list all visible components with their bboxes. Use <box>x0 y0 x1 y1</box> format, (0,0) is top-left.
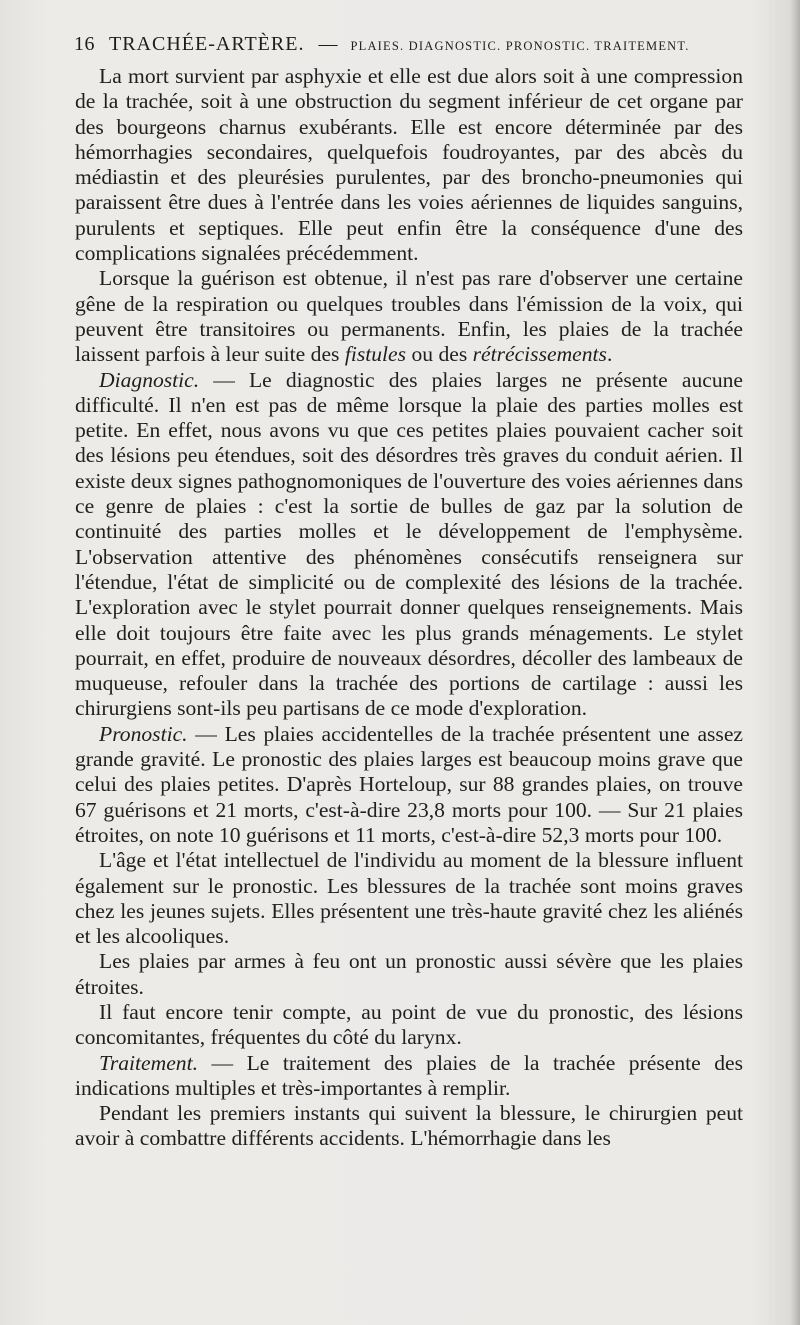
section-heading-pronostic: Pronostic. <box>99 721 188 746</box>
paragraph-healing-text-c: . <box>606 342 613 367</box>
page-edge-shadow <box>790 0 800 1325</box>
paragraph-mortality: La mort survient par asphyxie et elle est due alors soit à une compression de la trachée, soit à une obstruction du segment inférieur de cet organe par des bourgeons charnus exubérants. Elle est encore déterminée par des hémorrhagies secondaires, quelquefois foudroyantes, par des abcès du médiastin et des pleurésies purulentes, par des broncho-pneumonies qui paraissent être dues à l'entrée dans les voies aériennes de liquides sanguins, purulents et septiques. Elle peut enfin être la conséquence d'une des complications signalées précédemment. <box>75 64 743 266</box>
section-heading-diagnostic: Diagnostic. <box>99 367 200 392</box>
paragraph-traitement <box>75 1051 743 1102</box>
running-header <box>74 33 754 59</box>
term-retrecissements: rétrécissements <box>472 342 607 367</box>
paragraph-first-moments: Pendant les premiers instants qui suivent la blessure, le chirurgien peut avoir à combattre différents accidents. L'hémorrhagie dans les <box>75 1101 743 1151</box>
paragraph-traitement-text: — Le traitement des plaies de la trachée présente des indications multiples et très-importantes à remplir. <box>75 1050 743 1100</box>
section-heading-traitement: Traitement. <box>99 1050 198 1075</box>
paragraph-diagnostic-text: — Le diagnostic des plaies larges ne présente aucune difficulté. Il n'en est pas de même lorsque la plaie des parties molles est petite. En effet, nous avons vu que ces petites plaies pouvaient cacher soit des lésions peu étendues, soit des désordres très graves du conduit aérien. Il existe deux signes pathognomoniques de l'ouverture des voies aériennes dans ce genre de plaies : c'est la sortie de bulles de gaz par la solution de continuité des parties molles et le développement de l'emphysème. L'observation attentive des phénomènes consécutifs renseignera sur l'étendue, l'état de simplicité ou de complexité des lésions de la trachée. L'exploration avec le stylet pourrait donner quelques renseignements. Mais elle doit toujours être faite avec les plus grands ménagements. Le stylet pourrait, en effet, produire de nouveaux désordres, décoller des lambeaux de muqueuse, refouler dans la trachée des portions de cartilage : aussi les chirurgiens sont-ils peu partisans de ce mode d'exploration. <box>75 367 743 721</box>
paragraph-concomitant: Il faut encore tenir compte, au point de vue du pronostic, des lésions concomitantes, fréquentes du côté du larynx. <box>75 999 743 1050</box>
page-body <box>75 64 743 1152</box>
term-fistules: fistules <box>344 342 407 367</box>
header-dash: — <box>318 34 338 55</box>
paragraph-healing-text-b: ou des <box>406 342 473 367</box>
paragraph-healing <box>75 266 743 367</box>
paragraph-pronostic <box>75 722 743 848</box>
paragraph-age: L'âge et l'état intellectuel de l'individu au moment de la blessure influent également sur le pronostic. Les blessures de la trachée sont moins graves chez les jeunes sujets. Elles présentent une très-haute gravité chez les aliénés et les alcooliques. <box>75 848 743 949</box>
paragraph-firearms: Les plaies par armes à feu ont un pronostic aussi sévère que les plaies étroites. <box>75 949 743 999</box>
running-title: TRACHÉE-ARTÈRE. <box>109 33 305 55</box>
header-topics: PLAIES. DIAGNOSTIC. PRONOSTIC. TRAITEMENT. <box>350 39 690 53</box>
paragraph-diagnostic <box>75 368 743 722</box>
paragraph-healing-text-a: Lorsque la guérison est obtenue, il n'est pas rare d'observer une certaine gêne de la respiration ou quelques troubles dans l'émission de la voix, qui peuvent être transitoires ou permanents. Enfin, les plaies de la trachée laissent parfois à leur suite des <box>75 266 743 367</box>
paragraph-pronostic-text: — Les plaies accidentelles de la trachée présentent une assez grande gravité. Le pronostic des plaies larges est beaucoup moins grave que celui des plaies petites. D'après Horteloup, sur 88 grandes plaies, on trouve 67 guérisons et 21 morts, c'est-à-dire 23,8 morts pour 100. — Sur 21 plaies étroites, on note 10 guérisons et 11 morts, c'est-à-dire 52,3 morts pour 100. <box>75 721 743 847</box>
page-number: 16 <box>74 33 95 55</box>
